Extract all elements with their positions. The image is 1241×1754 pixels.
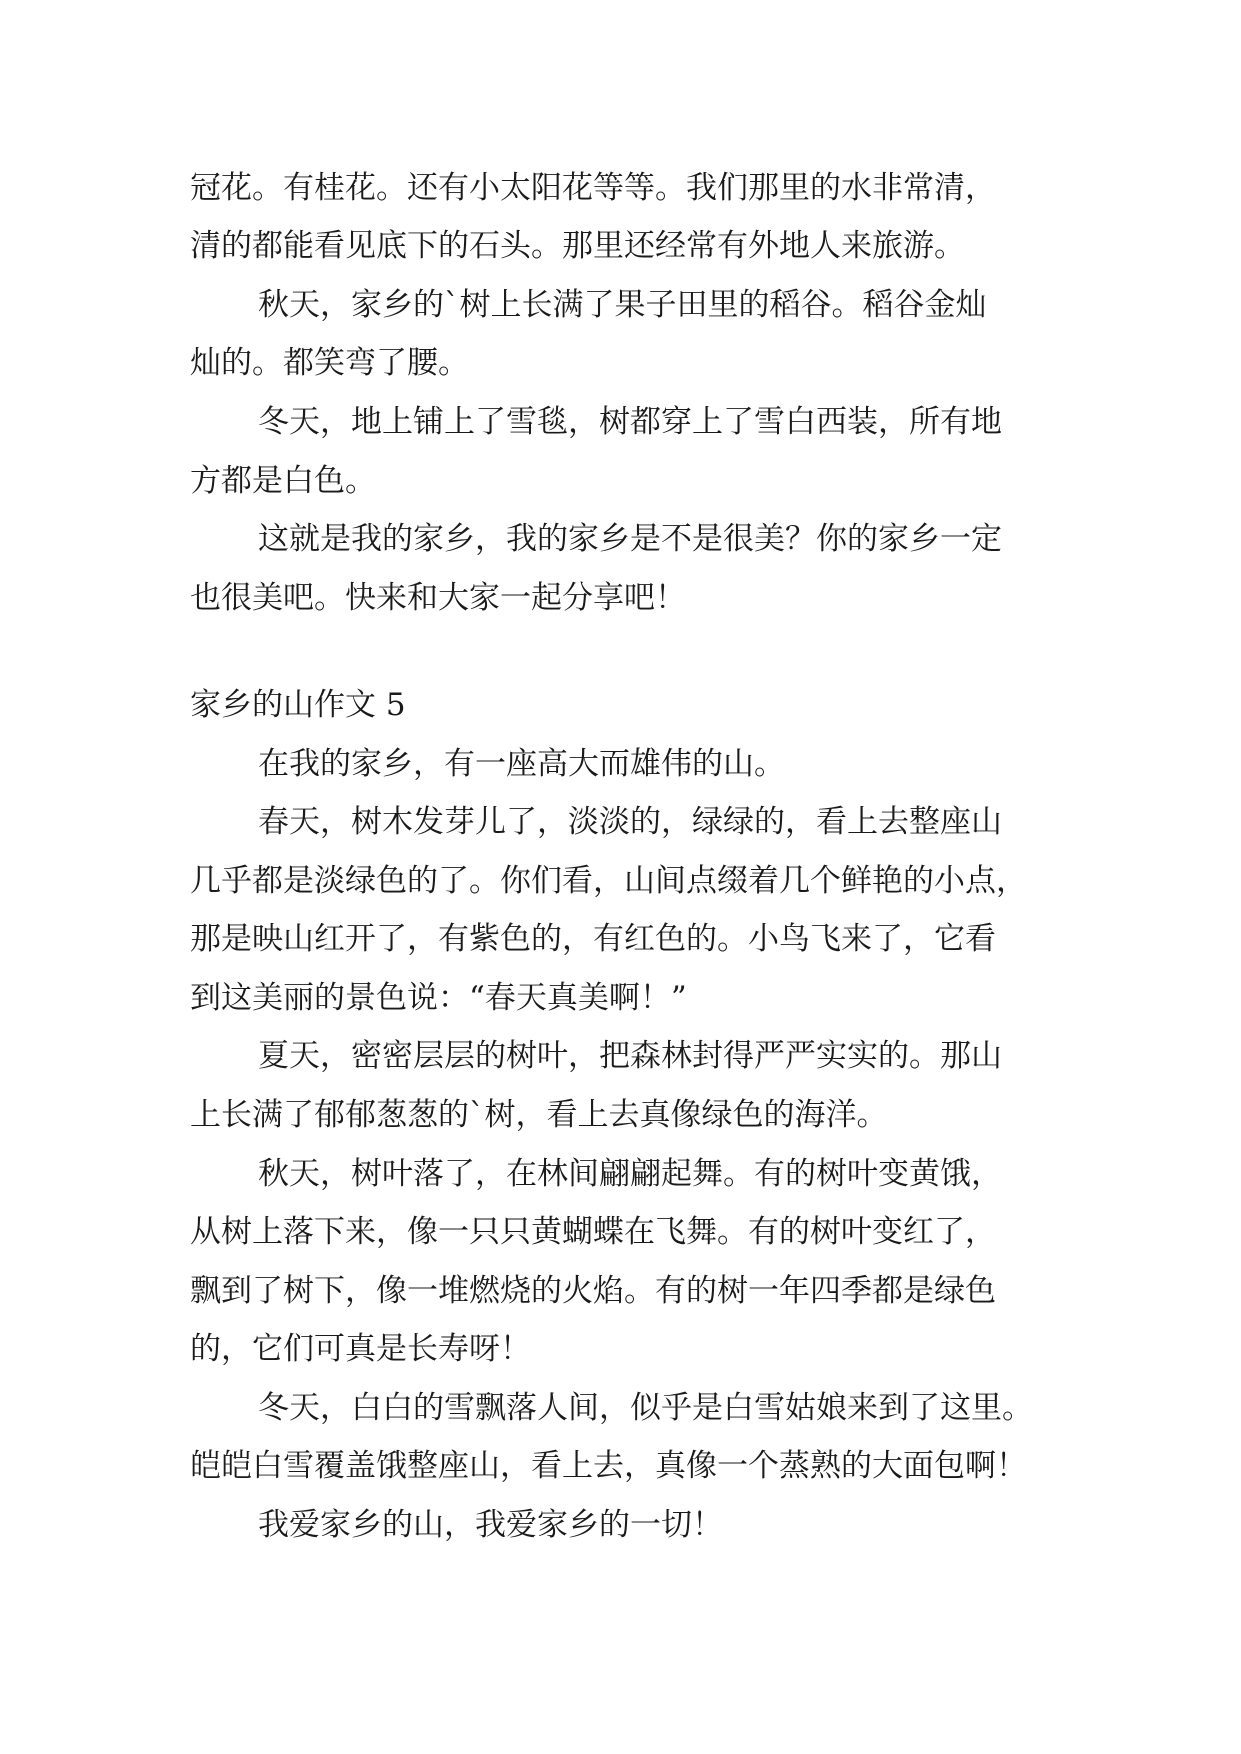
paragraph-line: 的，它们可真是长寿呀！ xyxy=(190,1331,531,1367)
paragraph-line: 秋天，树叶落了，在林间翩翩起舞。有的树叶变黄饿， xyxy=(258,1156,1002,1192)
paragraph-line: 清的都能看见底下的石头。那里还经常有外地人来旅游。 xyxy=(190,228,965,264)
paragraph-line: 飘到了树下，像一堆燃烧的火焰。有的树一年四季都是绿色 xyxy=(190,1273,996,1309)
paragraph-line: 在我的家乡，有一座高大而雄伟的山。 xyxy=(258,746,785,782)
paragraph-line: 冬天，白白的雪飘落人间，似乎是白雪姑娘来到了这里。 xyxy=(258,1390,1033,1426)
paragraph-line: 方都是白色。 xyxy=(190,463,376,499)
paragraph-line: 也很美吧。快来和大家一起分享吧！ xyxy=(190,580,686,616)
paragraph-line: 冠花。有桂花。还有小太阳花等等。我们那里的水非常清， xyxy=(190,170,996,206)
paragraph-line: 到这美丽的景色说：“春天真美啊！” xyxy=(190,980,687,1016)
paragraph-line: 春天，树木发芽儿了，淡淡的，绿绿的，看上去整座山 xyxy=(258,804,1002,840)
paragraph-line: 灿的。都笑弯了腰。 xyxy=(190,345,469,381)
paragraph-line: 夏天，密密层层的树叶，把森林封得严严实实的。那山 xyxy=(258,1038,1002,1074)
paragraph-line: 皑皑白雪覆盖饿整座山，看上去，真像一个蒸熟的大面包啊！ xyxy=(190,1448,1027,1484)
paragraph-line: 上长满了郁郁葱葱的`树，看上去真像绿色的海洋。 xyxy=(190,1097,888,1133)
essay-title: 家乡的山作文 5 xyxy=(190,687,406,723)
paragraph-line: 那是映山红开了，有紫色的，有红色的。小鸟飞来了，它看 xyxy=(190,921,996,957)
paragraph-line: 这就是我的家乡，我的家乡是不是很美？你的家乡一定 xyxy=(258,521,1002,557)
paragraph-line: 从树上落下来，像一只只黄蝴蝶在飞舞。有的树叶变红了， xyxy=(190,1214,996,1250)
paragraph-line: 几乎都是淡绿色的了。你们看，山间点缀着几个鲜艳的小点， xyxy=(190,863,1027,899)
paragraph-line: 秋天，家乡的`树上长满了果子田里的稻谷。稻谷金灿 xyxy=(258,287,987,323)
paragraph-line: 冬天，地上铺上了雪毯，树都穿上了雪白西装，所有地 xyxy=(258,404,1002,440)
paragraph-line: 我爱家乡的山，我爱家乡的一切！ xyxy=(258,1507,723,1543)
